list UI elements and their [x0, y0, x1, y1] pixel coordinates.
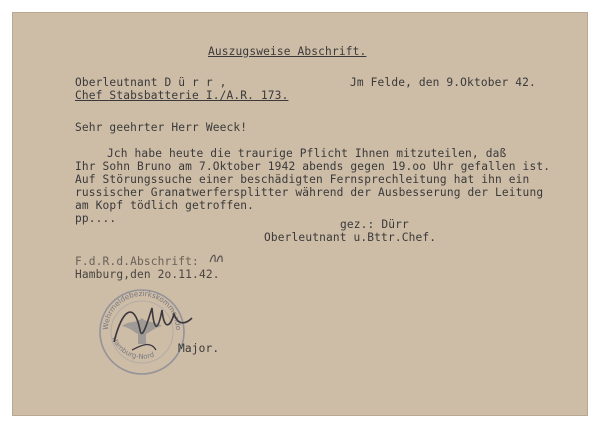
- certification-line: F.d.R.d.Abschrift:: [75, 255, 199, 268]
- certification-place-date: Hamburg,den 2o.11.42.: [75, 268, 220, 281]
- salutation: Sehr geehrter Herr Weeck!: [75, 121, 248, 134]
- place-date: Jm Felde, den 9.Oktober 42.: [350, 76, 536, 89]
- stamp-text-top: Wehrmeldebezirkskommando: [100, 288, 184, 331]
- sender-unit: Chef Stabsbatterie I./A.R. 173.: [75, 89, 289, 102]
- stamp-text-bottom: Hamburg-Nord: [110, 335, 156, 361]
- body-line: Auf Störungssuche einer beschädigten Fernsprechleitung hat ihn ein: [75, 173, 530, 186]
- rank-label: Major.: [178, 342, 220, 355]
- body-line: Ihr Sohn Bruno am 7.Oktober 1942 abends gegen 19.oo Uhr gefallen ist.: [75, 160, 551, 173]
- sender-name: Oberleutnant D ü r r ,: [75, 76, 227, 89]
- body-line: am Kopf tödlich getroffen.: [75, 199, 255, 212]
- document-title: Auszugsweise Abschrift.: [208, 45, 367, 58]
- svg-text:Hamburg-Nord: [110, 335, 155, 360]
- signed-title: Oberleutnant u.Bttr.Chef.: [264, 231, 437, 244]
- initials-mark: [208, 250, 226, 266]
- signed-line: gez.: Dürr: [340, 218, 409, 231]
- body-line: Jch habe heute die traurige Pflicht Ihnen mitzuteilen, daß: [107, 147, 507, 160]
- pp-line: pp....: [75, 212, 117, 225]
- letter-sheet: [12, 12, 588, 416]
- body-line: russischer Granatwerfersplitter während der Ausbesserung der Leitung: [75, 186, 544, 199]
- official-stamp: [92, 280, 232, 380]
